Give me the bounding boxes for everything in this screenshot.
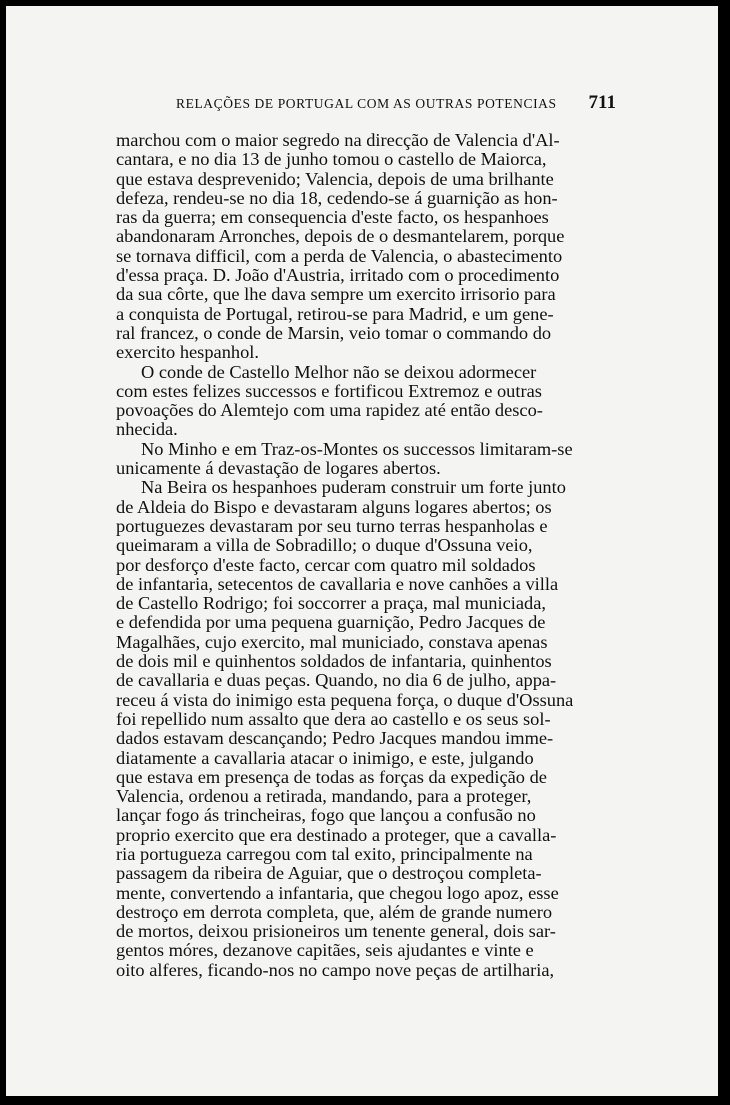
page-header (176, 92, 616, 113)
running-title: RELAÇÕES DE PORTUGAL COM AS OUTRAS POTENCIAS (176, 96, 557, 111)
paragraph: No Minho e em Traz-os-Montes os successos limitaram-se unicamente á devastação de logares abertos. (116, 438, 573, 479)
paragraph: Na Beira os hespanhoes puderam construir um forte junto de Aldeia do Bispo e devastaram alguns logares abertos; os portuguezes devastaram por seu turno terras hespanholas e queimaram a villa de Sobradillo; o duque d'Ossuna veio, por desforço d'este facto, cercar com quatro mil soldados de infantaria, setecentos de cavallaria e nove canhões a villa de Castello Rodrigo; foi soccorrer a praça, mal municiada, e defendida por uma pequena guarnição, Pedro Jacques de Magalhães, cujo exercito, mal municiado, constava apenas de dois mil e quinhentos soldados de infantaria, quinhentos de cavallaria e duas peças. Quando, no dia 6 de julho, appa- receu á vista do inimigo esta pequena força, o duque d'Ossuna foi repellido num assalto que dera ao castello e os seus sol- dados estavam descançando; Pedro Jacques mandou imme- diatamente a cavallaria atacar o inimigo, e este, julgando que estava em presença de todas as forças da expedição de Valencia, ordenou a retirada, mandando, para a proteger, lançar fogo ás trincheiras, fogo que lançou a confusão no proprio exercito que era destinado a proteger, que a cavalla- ria portugueza carregou com tal exito, principalmente na passagem da ribeira de Aguiar, que o destroçou completa- mente, convertendo a infantaria, que chegou logo apoz, esse destroço em derrota completa, que, além de grande numero de mortos, deixou prisioneiros um tenente general, dois sar- gentos móres, dezanove capitães, seis ajudantes e vinte e oito alferes, ficando-nos no campo nove peças de artilharia, (116, 477, 574, 980)
paragraph: marchou com o maior segredo na direcção de Valencia d'Al- cantara, e no dia 13 de junho tomou o castello de Maiorca, que estava desprevenido; Valencia, depois de uma brilhante defeza, rendeu-se no dia 18, cedendo-se á guarnição as hon- ras da guerra; em consequencia d'este facto, os hespanhoes abandonaram Arronches, depois de o desmantelarem, porque se tornava difficil, com a perda de Valencia, o abastecimento d'essa praça. D. João d'Austria, irritado com o procedimento da sua côrte, que lhe dava sempre um exercito irrisorio para a conquista de Portugal, retirou-se para Madrid, e um gene- ral francez, o conde de Marsin, veio tomar o commando do exercito hespanhol. (116, 130, 565, 363)
paragraph: O conde de Castello Melhor não se deixou adormecer com estes felizes successos e fortificou Extremoz e outras povoações do Alemtejo com uma rapidez até então desco- nhecida. (116, 361, 543, 440)
book-page (6, 6, 718, 1096)
body-text (116, 131, 598, 980)
page-number: 711 (588, 92, 616, 113)
